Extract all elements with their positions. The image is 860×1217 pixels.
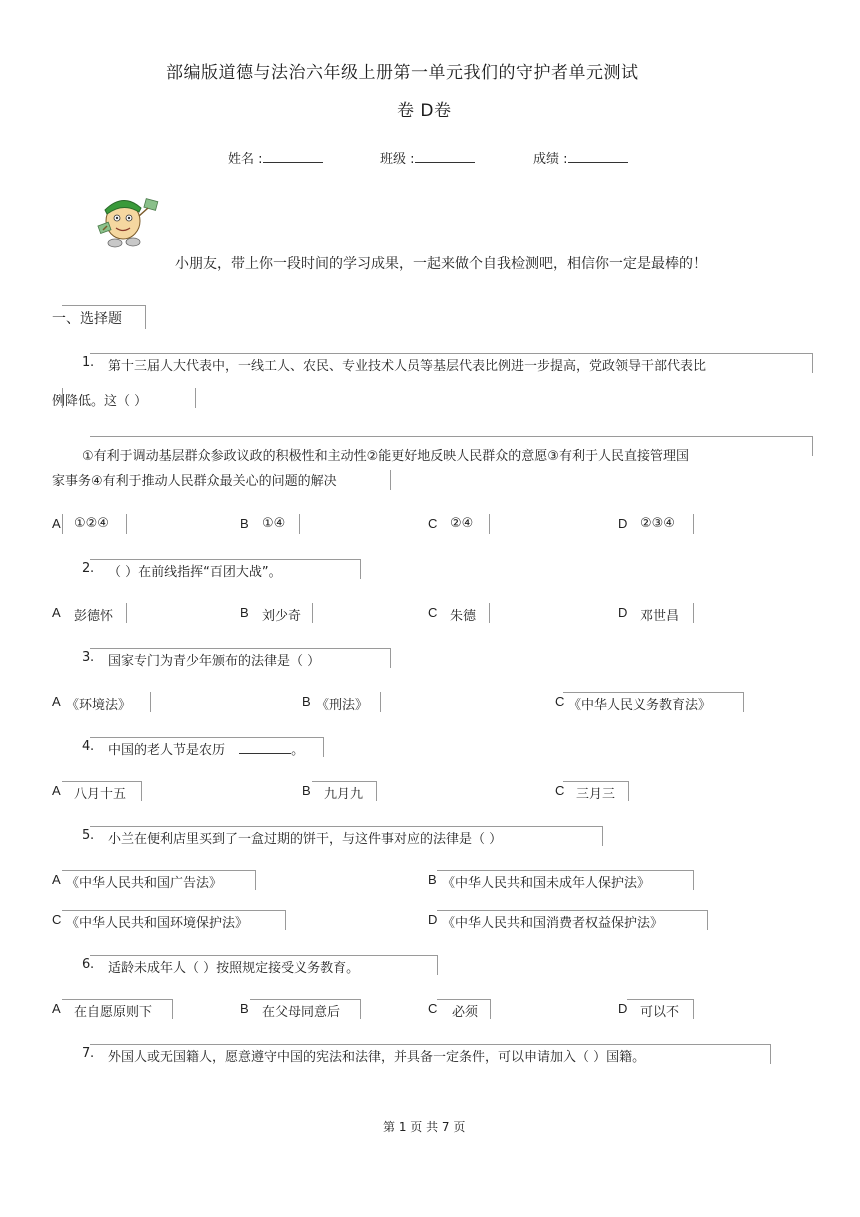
q5-option-c-letter[interactable]: C [52,912,62,927]
q1-option-d-frame-r [693,514,694,534]
q5-dot: . [90,828,95,843]
q6-dot: . [90,957,95,972]
q4-answer-blank[interactable] [239,741,291,754]
q6-option-d[interactable]: 可以不 [640,1005,680,1020]
q5-option-c[interactable]: 《中华人民共和国环境保护法》 [66,916,249,931]
q4-option-b[interactable]: 九月九 [324,787,364,802]
intro-text: 小朋友，带上你一段时间的学习成果，一起来做个自我检测吧，相信你一定是最棒的！ [175,256,707,272]
q4-option-c-letter[interactable]: C [555,783,565,798]
q1-option-b[interactable]: ①④ [262,516,286,531]
q1-statement-frame-right [390,470,391,490]
q1-option-a-letter[interactable]: A [52,516,61,531]
q4-option-b-frame [312,781,377,801]
q1-frame-right [195,388,196,408]
q3-dot: . [90,650,95,665]
q1-option-c[interactable]: ②④ [450,516,474,531]
q1-statement-line1: ①有利于调动基层群众参政议政的积极性和主动性②能更好地反映人民群众的意愿③有利于人民直接管理国 [82,449,689,464]
q5-option-d[interactable]: 《中华人民共和国消费者权益保护法》 [442,916,664,931]
q3-option-b-frame-r [380,692,381,712]
q5-option-d-frame [437,910,708,930]
q1-option-c-frame-r [489,514,490,534]
q6-option-b[interactable]: 在父母同意后 [262,1005,341,1020]
q4-option-c-frame [563,781,629,801]
q1-number: 1 [82,355,91,370]
q2-option-d[interactable]: 邓世昌 [640,609,680,624]
q2-option-b-letter[interactable]: B [240,605,249,620]
q6-option-c-frame [437,999,491,1019]
q3-number: 3 [82,650,91,665]
q2-option-c[interactable]: 朱德 [450,609,477,624]
q1-option-d-letter[interactable]: D [618,516,628,531]
q2-option-a-letter[interactable]: A [52,605,61,620]
class-field[interactable] [380,148,475,167]
score-field[interactable] [533,148,628,167]
q2-option-b-frame-r [312,603,313,623]
q4-option-a-letter[interactable]: A [52,783,61,798]
q4-option-c[interactable]: 三月三 [576,787,616,802]
q3-option-a[interactable]: 《环境法》 [66,698,132,713]
q3-option-c-frame [563,692,744,712]
q2-number: 2 [82,561,91,576]
q5-option-b-letter[interactable]: B [428,872,437,887]
q7-dot: . [90,1046,95,1061]
q2-option-a-frame-r [126,603,127,623]
q7-stem: 外国人或无国籍人，愿意遵守中国的宪法和法律，并具备一定条件，可以申请加入（ ）国籍。 [108,1050,646,1065]
q2-option-a[interactable]: 彭德怀 [74,609,114,624]
q1-option-a-frame [62,514,63,534]
score-label: 成绩 : [533,152,568,167]
q6-option-c-letter[interactable]: C [428,1001,438,1016]
q3-option-c-letter[interactable]: C [555,694,565,709]
q3-option-a-letter[interactable]: A [52,694,61,709]
q2-option-b[interactable]: 刘少奇 [262,609,302,624]
q2-option-d-frame-r [693,603,694,623]
q5-number: 5 [82,828,91,843]
q1-statement-line2: 家事务④有利于推动人民群众最关心的问题的解决 [52,474,337,489]
q1-stem-line1: 第十三届人大代表中，一线工人、农民、专业技术人员等基层代表比例进一步提高，党政领导干部代表比 [108,359,707,374]
q2-option-c-letter[interactable]: C [428,605,438,620]
q3-option-c[interactable]: 《中华人民义务教育法》 [568,698,712,713]
q5-option-c-frame [62,910,286,930]
q4-stem [108,739,304,758]
q4-period: 。 [291,743,305,758]
q6-option-d-frame [627,999,694,1019]
name-blank[interactable] [263,150,323,163]
q4-option-b-letter[interactable]: B [302,783,311,798]
q1-option-d[interactable]: ②③④ [640,516,675,531]
q7-number: 7 [82,1046,91,1061]
q5-option-a-letter[interactable]: A [52,872,61,887]
q5-option-b-frame [437,870,694,890]
mascot-illustration [93,188,165,250]
q5-option-a-frame [62,870,256,890]
q4-number: 4 [82,739,91,754]
q5-option-d-letter[interactable]: D [428,912,438,927]
q2-stem: （ ）在前线指挥“百团大战”。 [108,565,282,580]
q3-stem: 国家专门为青少年颁布的法律是（ ） [108,654,321,669]
q3-option-a-frame-r [150,692,151,712]
q1-option-b-frame-r [299,514,300,534]
q1-option-c-letter[interactable]: C [428,516,438,531]
q2-option-d-letter[interactable]: D [618,605,628,620]
q5-option-b[interactable]: 《中华人民共和国未成年人保护法》 [442,876,651,891]
q1-frame-left [62,388,63,408]
q5-option-a[interactable]: 《中华人民共和国广告法》 [66,876,223,891]
q1-dot: . [90,355,95,370]
class-blank[interactable] [415,150,475,163]
q2-option-c-frame-r [489,603,490,623]
page-number: 第 1 页 共 7 页 [383,1120,466,1134]
q4-option-a[interactable]: 八月十五 [74,787,127,802]
q6-stem: 适龄未成年人（ ）按照规定接受义务教育。 [108,961,360,976]
name-field[interactable] [228,148,323,167]
q1-stem-line2: 例降低。这（ ） [52,394,148,409]
q5-stem: 小兰在便利店里买到了一盒过期的饼干，与这件事对应的法律是（ ） [108,832,503,847]
page-title-line2: 卷 D卷 [397,101,452,121]
q4-stem-text: 中国的老人节是农历 [108,743,226,758]
name-label: 姓名 : [228,152,263,167]
q6-option-d-letter[interactable]: D [618,1001,628,1016]
page-title-line1: 部编版道德与法治六年级上册第一单元我们的守护者单元测试 [166,63,639,83]
q3-option-b[interactable]: 《刑法》 [316,698,369,713]
section-title: 一、选择题 [52,311,122,327]
q6-option-b-frame [250,999,361,1019]
q1-option-b-letter[interactable]: B [240,516,249,531]
q6-option-a-letter[interactable]: A [52,1001,61,1016]
q6-option-a[interactable]: 在自愿原则下 [74,1005,153,1020]
q2-dot: . [90,561,95,576]
q1-option-a-frame-r [126,514,127,534]
q1-option-a[interactable]: ①②④ [74,516,109,531]
score-blank[interactable] [568,150,628,163]
q3-option-b-letter[interactable]: B [302,694,311,709]
q6-option-a-frame [62,999,173,1019]
q4-option-a-frame [62,781,142,801]
q6-option-c[interactable]: 必须 [452,1005,479,1020]
class-label: 班级 : [380,152,415,167]
q6-number: 6 [82,957,91,972]
q6-option-b-letter[interactable]: B [240,1001,249,1016]
q4-dot: . [90,739,95,754]
section-title-frame [62,305,146,329]
